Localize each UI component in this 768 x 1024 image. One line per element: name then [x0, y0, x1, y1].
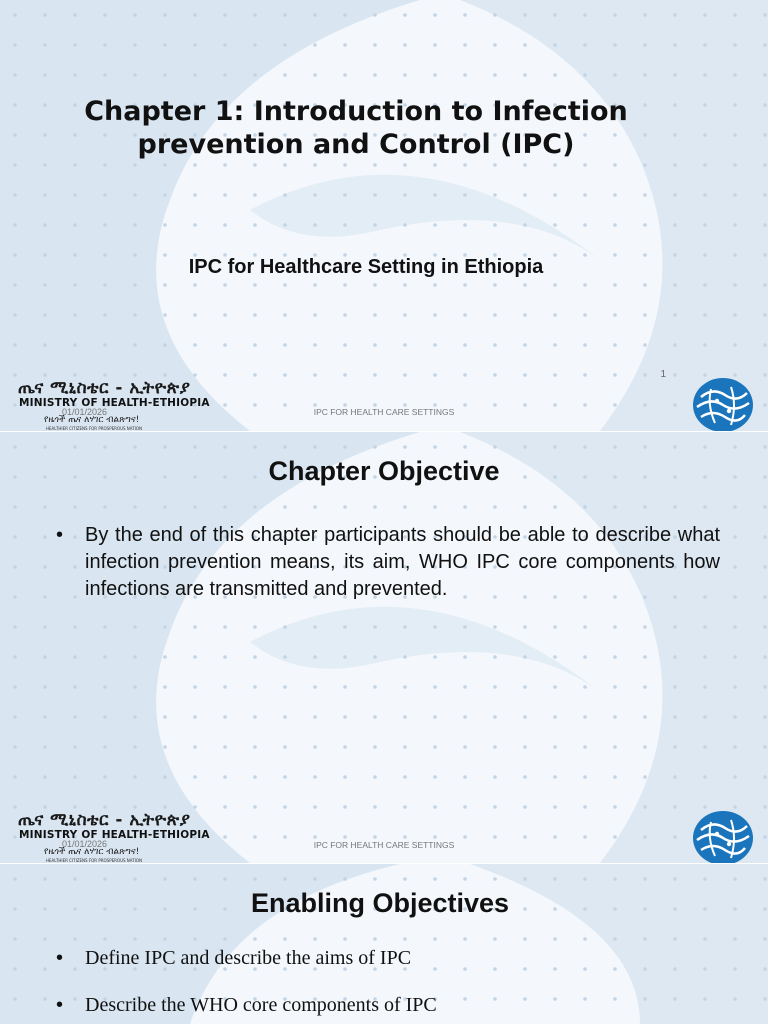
slide-date: 01/01/2026: [62, 839, 108, 849]
slide-title: Chapter 1: Introduction to Infection prevention and Control (IPC): [84, 96, 628, 160]
list-item-text: Define IPC and describe the aims of IPC: [85, 947, 412, 969]
enabling-objectives-slide: [0, 864, 768, 1024]
list-item-text: By the end of this chapter participants should be able to describe what infection prevention means, its aim, WHO IPC core components how infections are transmitted and prevented.: [85, 524, 720, 600]
logo-motto-small: HEALTHIER CITIZENS FOR PROSPEROUS NATION: [46, 858, 142, 863]
ministry-globe-emblem-icon: [691, 377, 755, 431]
background-watermark: [0, 432, 768, 863]
slide-heading: Chapter Objective: [268, 456, 500, 486]
chapter-objective-slide: [0, 432, 768, 863]
title-slide: [0, 0, 768, 431]
background-watermark: [0, 0, 768, 431]
list-item-text: Describe the WHO core components of IPC: [85, 994, 437, 1016]
slide-footer: IPC FOR HEALTH CARE SETTINGS: [313, 840, 455, 850]
bullet-icon: •: [56, 947, 64, 969]
slide-footer: IPC FOR HEALTH CARE SETTINGS: [313, 407, 455, 417]
slide-heading: Enabling Objectives: [250, 888, 510, 918]
logo-motto-small: HEALTHIER CITIZENS FOR PROSPEROUS NATION: [46, 426, 142, 431]
list-item: [56, 992, 720, 1019]
objective-list: [56, 945, 720, 1024]
ministry-globe-emblem-icon: [691, 810, 755, 863]
logo-motto: የዜጎች ጤና ለሃገር ብልጽግና!: [44, 415, 140, 425]
slide-subtitle: IPC for Healthcare Setting in Ethiopia: [188, 256, 544, 278]
slide-number: 1: [660, 369, 666, 380]
list-item: [56, 945, 720, 972]
slide-date: 01/01/2026: [62, 407, 108, 417]
ministry-of-health-logo: [18, 378, 218, 431]
logo-amharic-name: ጤና ሚኒስቴር - ኢትዮጵያ: [18, 810, 191, 830]
logo-english-name: MINISTRY OF HEALTH-ETHIOPIA: [19, 397, 210, 409]
logo-motto: የዜጎች ጤና ለሃገር ብልጽግና!: [44, 847, 140, 857]
list-item: [56, 522, 720, 603]
objective-list: [56, 522, 720, 603]
ministry-of-health-logo: [18, 810, 218, 863]
logo-english-name: MINISTRY OF HEALTH-ETHIOPIA: [19, 829, 210, 841]
bullet-icon: •: [56, 524, 64, 546]
logo-amharic-name: ጤና ሚኒስቴር - ኢትዮጵያ: [18, 378, 191, 398]
bullet-icon: •: [56, 994, 64, 1016]
